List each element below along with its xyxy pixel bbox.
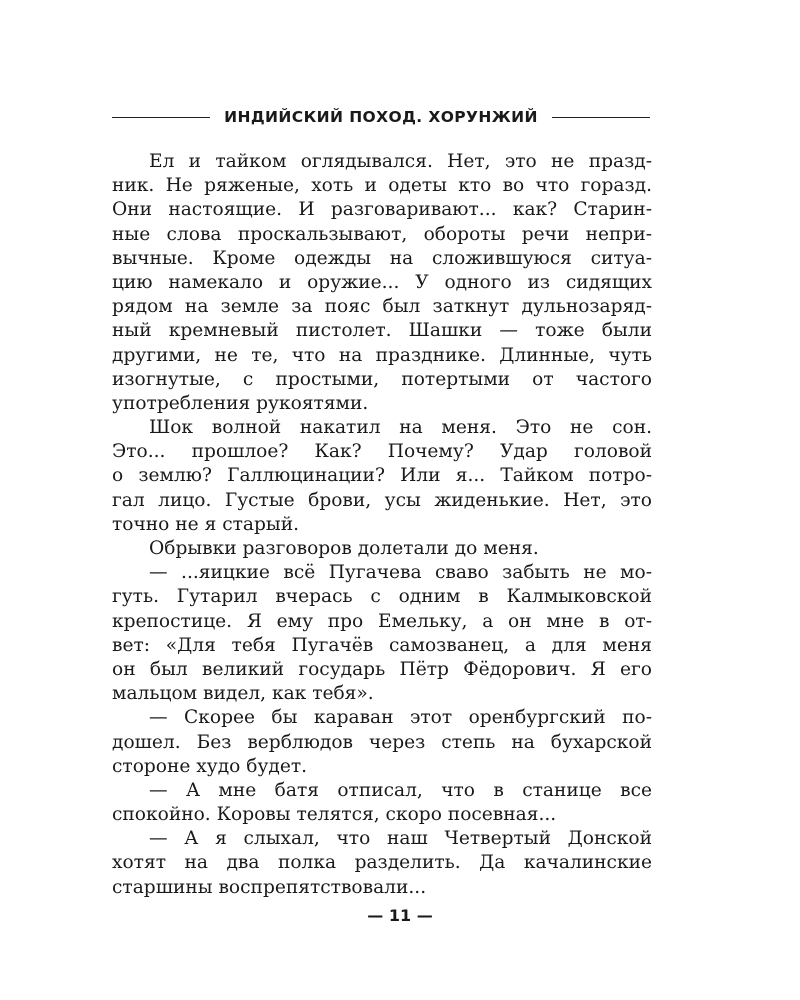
text-line: ный кремневый пистолет. Шашки — тоже были — [112, 320, 652, 342]
text-line: мальцом видел, как тебя». — [112, 683, 374, 705]
text-line: другими, не те, что на празднике. Длинные, чуть — [112, 344, 652, 366]
text-line: ник. Не ряженые, хоть и одеты кто во что горазд. — [112, 175, 652, 197]
text-line: вычные. Кроме одежды на сложившуюся ситуа- — [112, 247, 652, 269]
text-line: стороне худо будет. — [112, 755, 308, 777]
text-line: — Скорее бы караван этот оренбургский по- — [149, 707, 652, 729]
text-line: хотят на два полка разделить. Да качалинские — [112, 852, 652, 874]
text-line: ные слова проскальзывают, обороты речи непри- — [112, 223, 652, 245]
text-line: Ел и тайком оглядывался. Нет, это не празд- — [149, 151, 652, 172]
running-head-rule-right — [552, 117, 650, 118]
text-line: рядом на земле за пояс был заткнут дульнозаряд- — [112, 296, 652, 318]
text-line: употребления рукоятями. — [112, 392, 369, 414]
text-line: вет: «Для тебя Пугачёв самозванец, а для меня — [112, 634, 652, 656]
text-line: спокойно. Коровы телятся, скоро посевная... — [112, 804, 557, 826]
text-line: Шок волной накатил на меня. Это не сон. — [149, 417, 652, 439]
text-line: Это... прошлое? Как? Почему? Удар головой — [112, 441, 652, 463]
text-line: цию намекало и оружие... У одного из сидящих — [112, 271, 652, 293]
text-line: изогнутые, с простыми, потертыми от частого — [112, 368, 652, 390]
text-line: — ...яицкие всё Пугачева сваво забыть не мо- — [149, 562, 652, 584]
text-line: о землю? Галлюцинации? Или я... Тайком потро- — [112, 465, 652, 487]
text-line: — А я слыхал, что наш Четвертый Донской — [149, 828, 652, 850]
text-line: Они настоящие. И разговаривают... как? Старин- — [112, 199, 652, 221]
text-line: — А мне батя отписал, что в станице все — [149, 779, 652, 801]
text-line: Обрывки разговоров долетали до меня. — [149, 538, 539, 559]
text-line: точно не я старый. — [112, 513, 300, 535]
text-line: гал лицо. Густые брови, усы жиденькие. Нет, это — [112, 489, 652, 511]
body-text — [112, 150, 652, 900]
text-line: гуть. Гутарил вчерась с одним в Калмыковской — [112, 586, 652, 608]
page-number: — 11 — — [367, 906, 433, 925]
running-head-rule-left — [112, 117, 210, 118]
running-head — [112, 104, 650, 130]
text-line: старшины воспрепятствовали... — [112, 876, 427, 898]
running-head-title: ИНДИЙСКИЙ ПОХОД. ХОРУНЖИЙ — [224, 108, 538, 126]
text-line: крепостице. Я ему про Емельку, а он мне в от- — [112, 610, 652, 632]
text-line: он был великий государь Пётр Фёдорович. Я его — [112, 658, 652, 680]
text-line: дошел. Без верблюдов через степь на бухарской — [112, 731, 652, 753]
